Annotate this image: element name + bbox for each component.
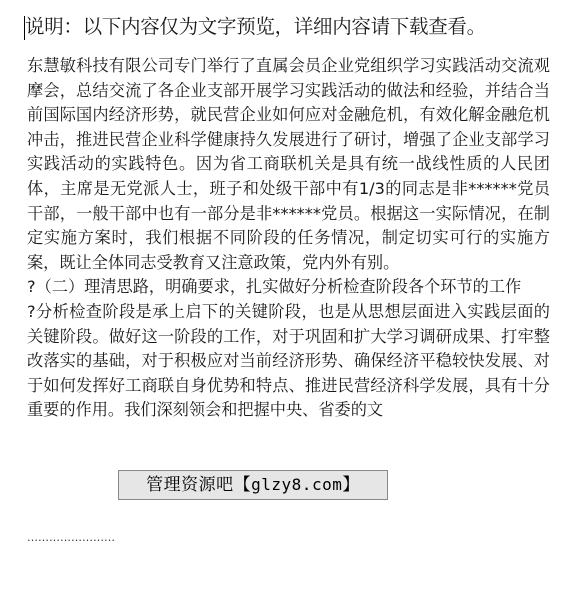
paragraph-1: 东慧敏科技有限公司专门举行了直属会员企业党组织学习实践活动交流观摩会，总结交流了各企业支部开展学习实践活动的做法和经验，并结合当前国际国内经济形势，就民营企业如何应对金融危机，有效化解金融危机冲击，推进民营企业科学健康持久发展进行了研讨，增强了企业支部学习实践活动的实践特色。因为省工商联机关是具有统一战线性质的人民团体，主席是无党派人士，班子和处级干部中有1/3的同志是非******党员干部，一般干部中也有一部分是非******党员。根据这一实际情况，在制定实施方案时，我们根据不同阶段的任务情况，制定切实可行的实施方案，既让全体同志受教育又注意政策，党内外有别。 — [27, 56, 550, 272]
document-body — [27, 54, 550, 423]
paragraph-3: ?分析检查阶段是承上启下的关键阶段，也是从思想层面进入实践层面的关键阶段。做好这一阶段的工作，对于巩固和扩大学习调研成果、打牢整改落实的基础，对于积极应对当前经济形势、确保经济平稳较快发展、对于如何发挥好工商联自身优势和特点、推进民营经济科学发展，具有十分重要的作用。我们深刻领会和把握中央、省委的文 — [27, 301, 550, 420]
paragraph-2: ?（二）理清思路，明确要求，扎实做好分析检查阶段各个环节的工作 — [27, 277, 522, 297]
watermark-label: 管理资源吧【 — [146, 475, 252, 495]
watermark-banner — [118, 470, 388, 500]
preview-notice: 说明：以下内容仅为文字预览，详细内容请下载查看。 — [25, 15, 486, 38]
watermark-site: glzy8.com — [251, 475, 343, 494]
watermark-close: 】 — [342, 475, 360, 495]
truncation-ellipsis: …………………… — [27, 531, 115, 544]
